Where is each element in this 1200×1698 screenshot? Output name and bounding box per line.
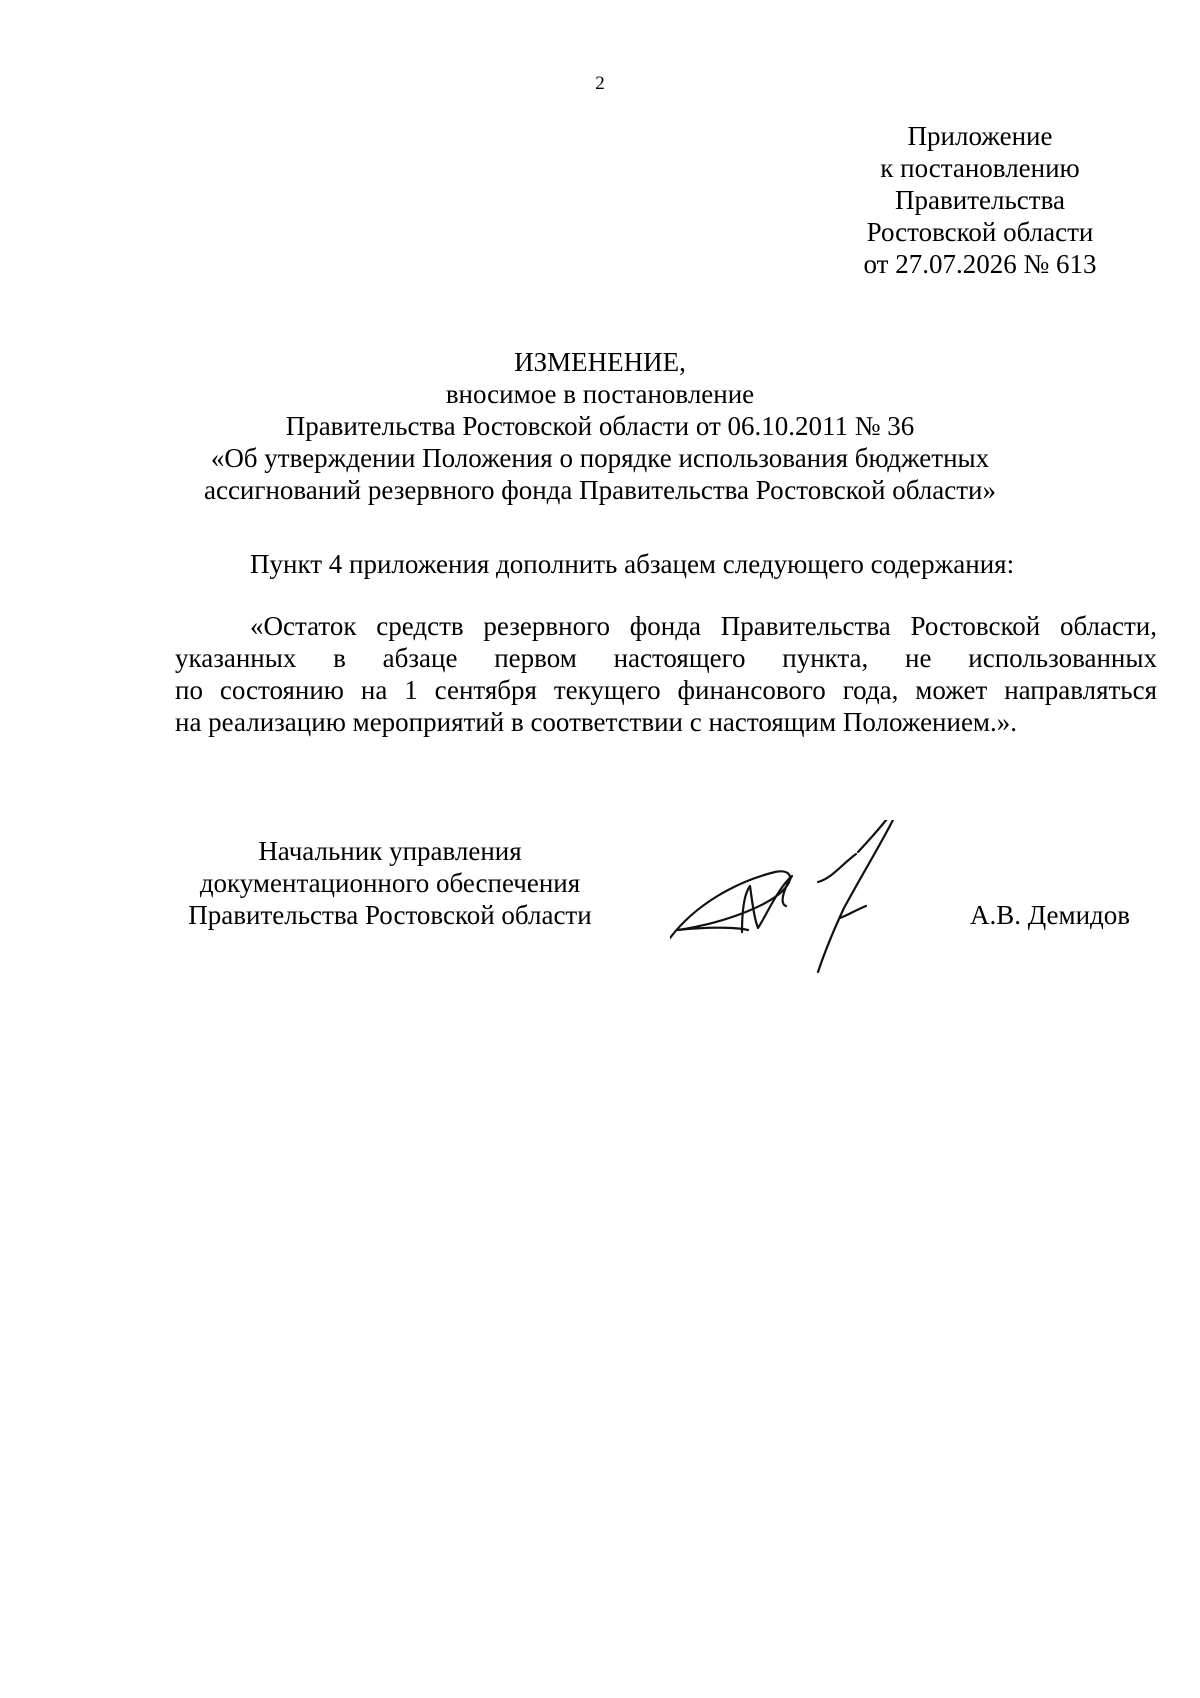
quote-line: на реализацию мероприятий в соответствии с настоящим Положением.». (175, 707, 1018, 737)
title-line: Правительства Ростовской области от 06.10.2011 № 36 (285, 411, 915, 441)
title-line: вносимое в постановление (445, 379, 755, 409)
document-title (0, 346, 1200, 506)
title-line: «Об утверждении Положения о порядке использования бюджетных (210, 443, 990, 473)
position-line: Правительства Ростовской области (188, 900, 592, 930)
position-line: документационного обеспечения (199, 868, 581, 898)
signatory-position (160, 835, 620, 931)
title-heading: ИЗМЕНЕНИЕ, (514, 347, 686, 377)
quote-line: указанных в абзаце первом настоящего пункта, не использованных (175, 643, 1157, 673)
appendix-line: к постановлению (880, 153, 1080, 183)
position-line: Начальник управления (258, 836, 522, 866)
handwritten-signature (670, 820, 970, 990)
appendix-line: Правительства (895, 185, 1065, 215)
appendix-line: Ростовской области (866, 217, 1094, 247)
appendix-line: Приложение (907, 121, 1053, 151)
quoted-paragraph (175, 610, 1157, 738)
quote-line: по состоянию на 1 сентября текущего финансового года, может направляться (175, 675, 1157, 705)
page-number: 2 (595, 73, 605, 94)
appendix-line: от 27.07.2026 № 613 (863, 249, 1097, 279)
intro-paragraph: Пункт 4 приложения дополнить абзацем следующего содержания: (250, 549, 1015, 579)
signer-name: А.В. Демидов (970, 900, 1131, 930)
quote-line: «Остаток средств резервного фонда Правительства Ростовской области, (250, 611, 1157, 641)
appendix-header (830, 120, 1130, 280)
title-line: ассигнований резервного фонда Правительства Ростовской области» (203, 475, 996, 505)
